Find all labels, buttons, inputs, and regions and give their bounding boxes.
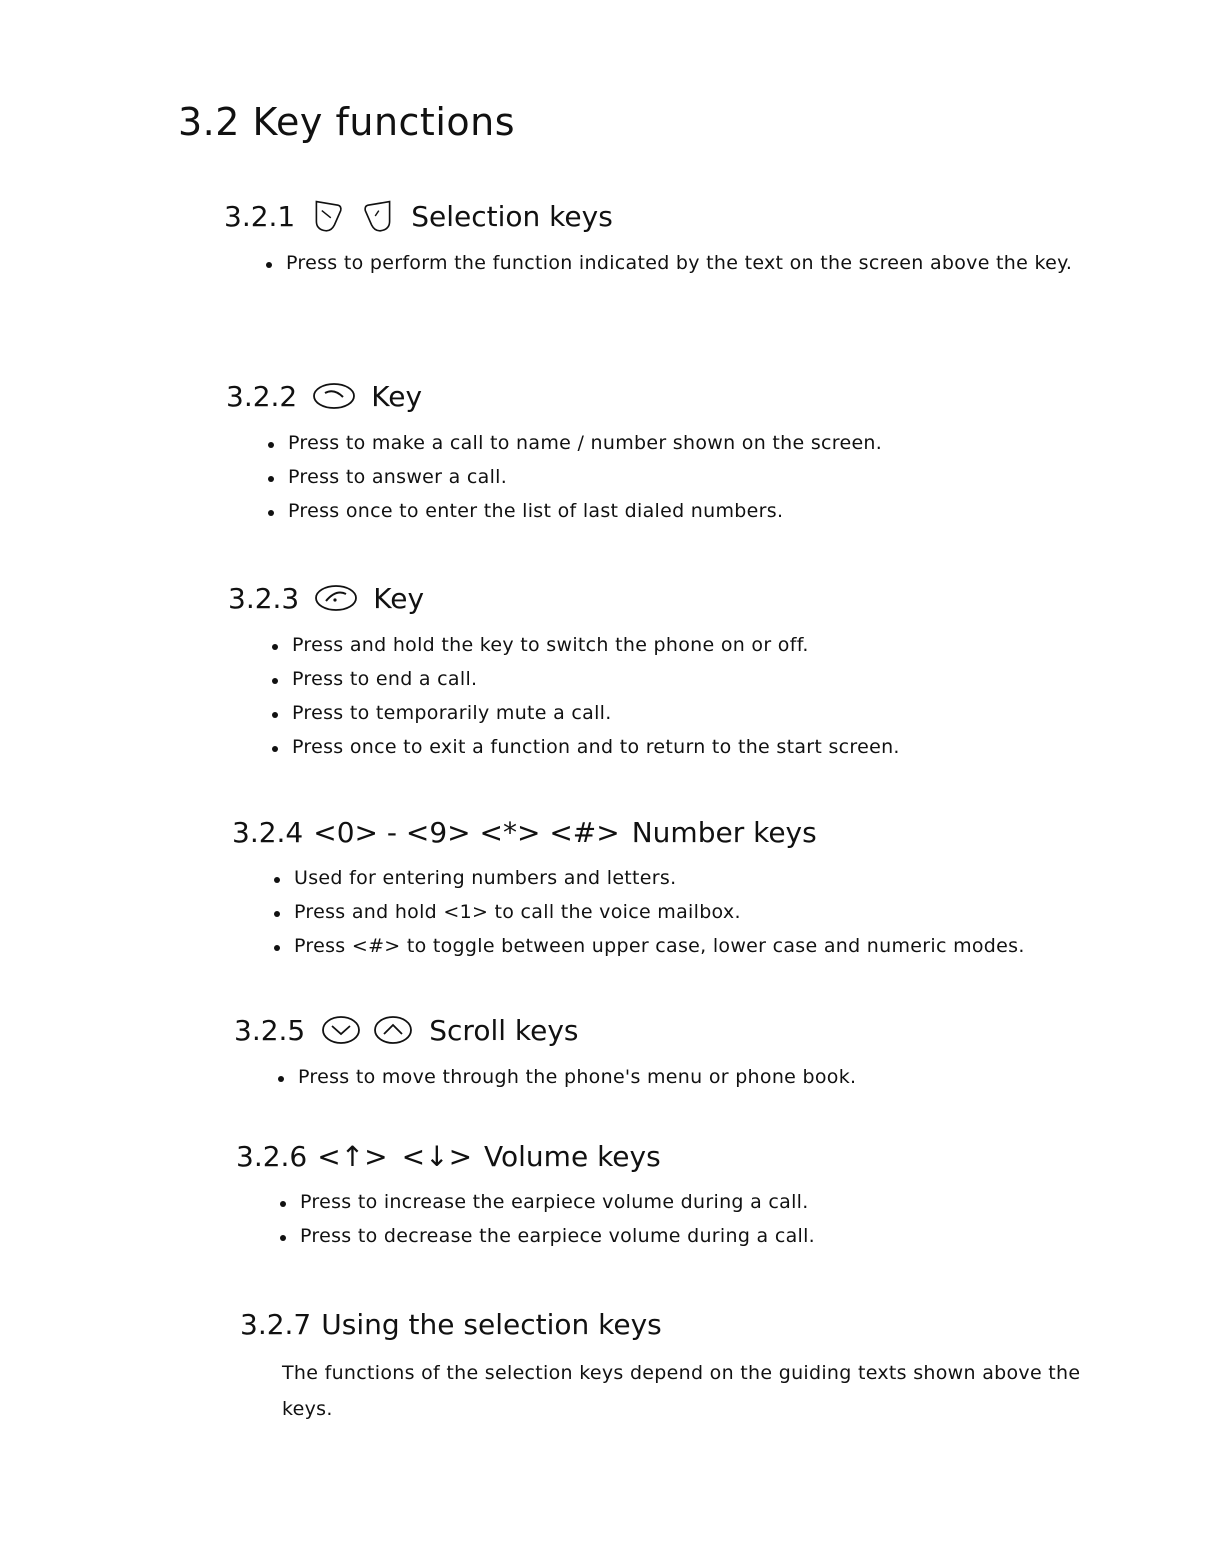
bullet-list bbox=[270, 628, 1221, 764]
section-call-key bbox=[0, 378, 1221, 528]
bullet-list bbox=[276, 1060, 1221, 1094]
list-item: Press once to enter the list of last dialed numbers. bbox=[266, 494, 1221, 528]
list-item: Press to decrease the earpiece volume during a call. bbox=[278, 1219, 1221, 1253]
list-item: Press to increase the earpiece volume during a call. bbox=[278, 1185, 1221, 1219]
section-heading bbox=[224, 198, 1221, 234]
section-number: 3.2.5 bbox=[234, 1013, 306, 1047]
section-title: Volume keys bbox=[484, 1140, 661, 1173]
section-end-key bbox=[0, 580, 1221, 764]
volume-up-key-label: <↑> bbox=[317, 1140, 388, 1173]
page-title: 3.2 Key functions bbox=[178, 100, 516, 144]
section-heading bbox=[226, 378, 1221, 414]
section-selection-keys bbox=[0, 198, 1221, 280]
section-paragraph: The functions of the selection keys depend on the guiding texts shown above the keys. bbox=[282, 1362, 1081, 1420]
bullet-list bbox=[264, 246, 1094, 280]
list-item: Press to temporarily mute a call. bbox=[270, 696, 1221, 730]
section-number: 3.2.7 bbox=[240, 1308, 312, 1341]
list-item: Press and hold the key to switch the phone on or off. bbox=[270, 628, 1221, 662]
bullet-list bbox=[266, 426, 1221, 528]
section-heading bbox=[232, 816, 1221, 849]
list-item: Press and hold <1> to call the voice mailbox. bbox=[272, 895, 1092, 929]
section-title: Using the selection keys bbox=[321, 1308, 662, 1341]
scroll-down-key-icon bbox=[319, 1012, 363, 1048]
section-volume-keys bbox=[0, 1140, 1221, 1253]
section-title: Key bbox=[373, 581, 425, 615]
section-title: Selection keys bbox=[411, 199, 613, 233]
section-title: Scroll keys bbox=[429, 1013, 579, 1047]
list-item: Press to answer a call. bbox=[266, 460, 1221, 494]
section-heading bbox=[234, 1012, 1221, 1048]
number-key-labels: <0> - <9> <*> <#> bbox=[313, 816, 620, 849]
end-key-icon bbox=[313, 580, 359, 616]
section-heading bbox=[236, 1140, 1221, 1173]
list-item: Press to move through the phone's menu or phone book. bbox=[276, 1060, 1221, 1094]
section-scroll-keys bbox=[0, 1012, 1221, 1094]
section-number: 3.2.3 bbox=[228, 581, 300, 615]
list-item: Press <#> to toggle between upper case, lower case and numeric modes. bbox=[272, 929, 1092, 963]
section-number: 3.2.2 bbox=[226, 379, 298, 413]
list-item: Press to make a call to name / number shown on the screen. bbox=[266, 426, 1221, 460]
list-item: Used for entering numbers and letters. bbox=[272, 861, 1092, 895]
section-using-selection-keys bbox=[0, 1308, 1221, 1427]
list-item: Press to perform the function indicated by the text on the screen above the key. bbox=[264, 246, 1094, 280]
list-item: Press once to exit a function and to return to the start screen. bbox=[270, 730, 1221, 764]
left-selection-key-icon bbox=[309, 198, 349, 234]
scroll-up-key-icon bbox=[371, 1012, 415, 1048]
section-title: Key bbox=[371, 379, 423, 413]
call-key-icon bbox=[311, 378, 357, 414]
volume-down-key-label: <↓> bbox=[401, 1140, 473, 1173]
section-number: 3.2.4 bbox=[232, 816, 304, 849]
section-heading bbox=[240, 1308, 1221, 1341]
section-title: Number keys bbox=[631, 816, 817, 849]
section-number: 3.2.6 bbox=[236, 1140, 308, 1173]
bullet-list bbox=[272, 861, 1092, 963]
section-number-keys bbox=[0, 816, 1221, 963]
list-item: Press to end a call. bbox=[270, 662, 1221, 696]
section-heading bbox=[228, 580, 1221, 616]
right-selection-key-icon bbox=[357, 198, 397, 234]
bullet-list bbox=[278, 1185, 1221, 1253]
section-number: 3.2.1 bbox=[224, 199, 296, 233]
